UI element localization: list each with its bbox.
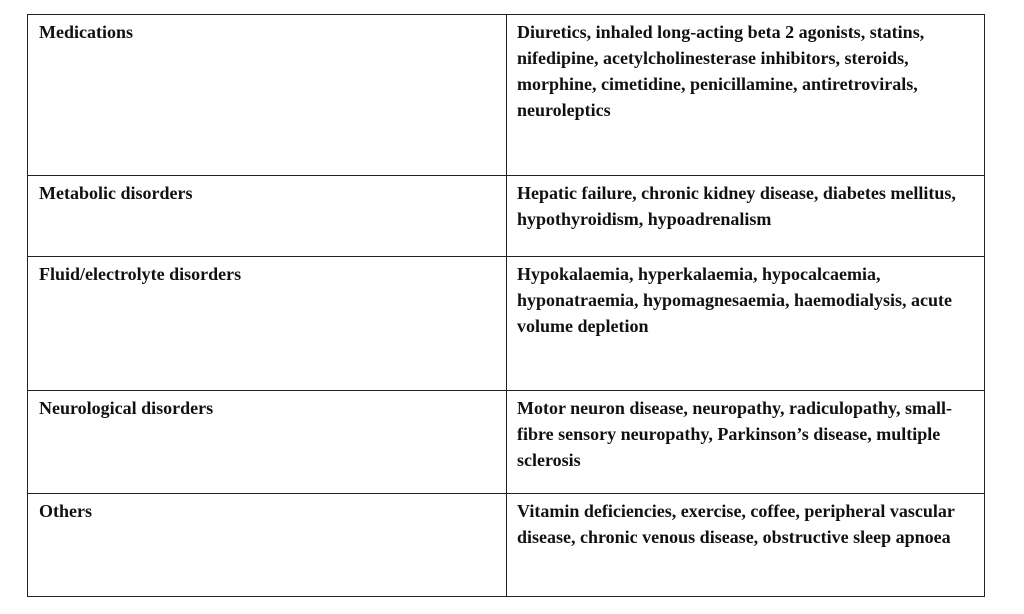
category-cell: Fluid/electrolyte disorders bbox=[28, 257, 507, 390]
items-cell: Hypokalaemia, hyperkalaemia, hypocalcaemia, hyponatraemia, hypomagnesaemia, haemodialysis, acute volume depletion bbox=[517, 264, 953, 336]
table-row-others bbox=[28, 494, 984, 596]
category-cell: Others bbox=[28, 494, 507, 596]
causes-table bbox=[27, 14, 985, 597]
table-row-metabolic bbox=[28, 176, 984, 257]
category-cell: Medications bbox=[28, 15, 507, 175]
table-row-neurological bbox=[28, 391, 984, 494]
table-row-fluid-electrolyte bbox=[28, 257, 984, 391]
items-cell: Hepatic failure, chronic kidney disease, diabetes mellitus, hypothyroidism, hypoadrenalism bbox=[517, 183, 956, 229]
items-cell: Diuretics, inhaled long-acting beta 2 agonists, statins, nifedipine, acetylcholinesterase inhibitors, steroids, morphine, cimetidine, penicillamine, antiretrovirals, neuroleptics bbox=[517, 22, 925, 120]
items-cell: Vitamin deficiencies, exercise, coffee, peripheral vascular disease, chronic venous disease, obstructive sleep apnoea bbox=[517, 501, 955, 547]
table-row-medications bbox=[28, 15, 984, 176]
category-cell: Metabolic disorders bbox=[28, 176, 507, 256]
category-cell: Neurological disorders bbox=[28, 391, 507, 493]
items-cell: Motor neuron disease, neuropathy, radiculopathy, small-fibre sensory neuropathy, Parkinson’s disease, multiple sclerosis bbox=[517, 398, 953, 470]
